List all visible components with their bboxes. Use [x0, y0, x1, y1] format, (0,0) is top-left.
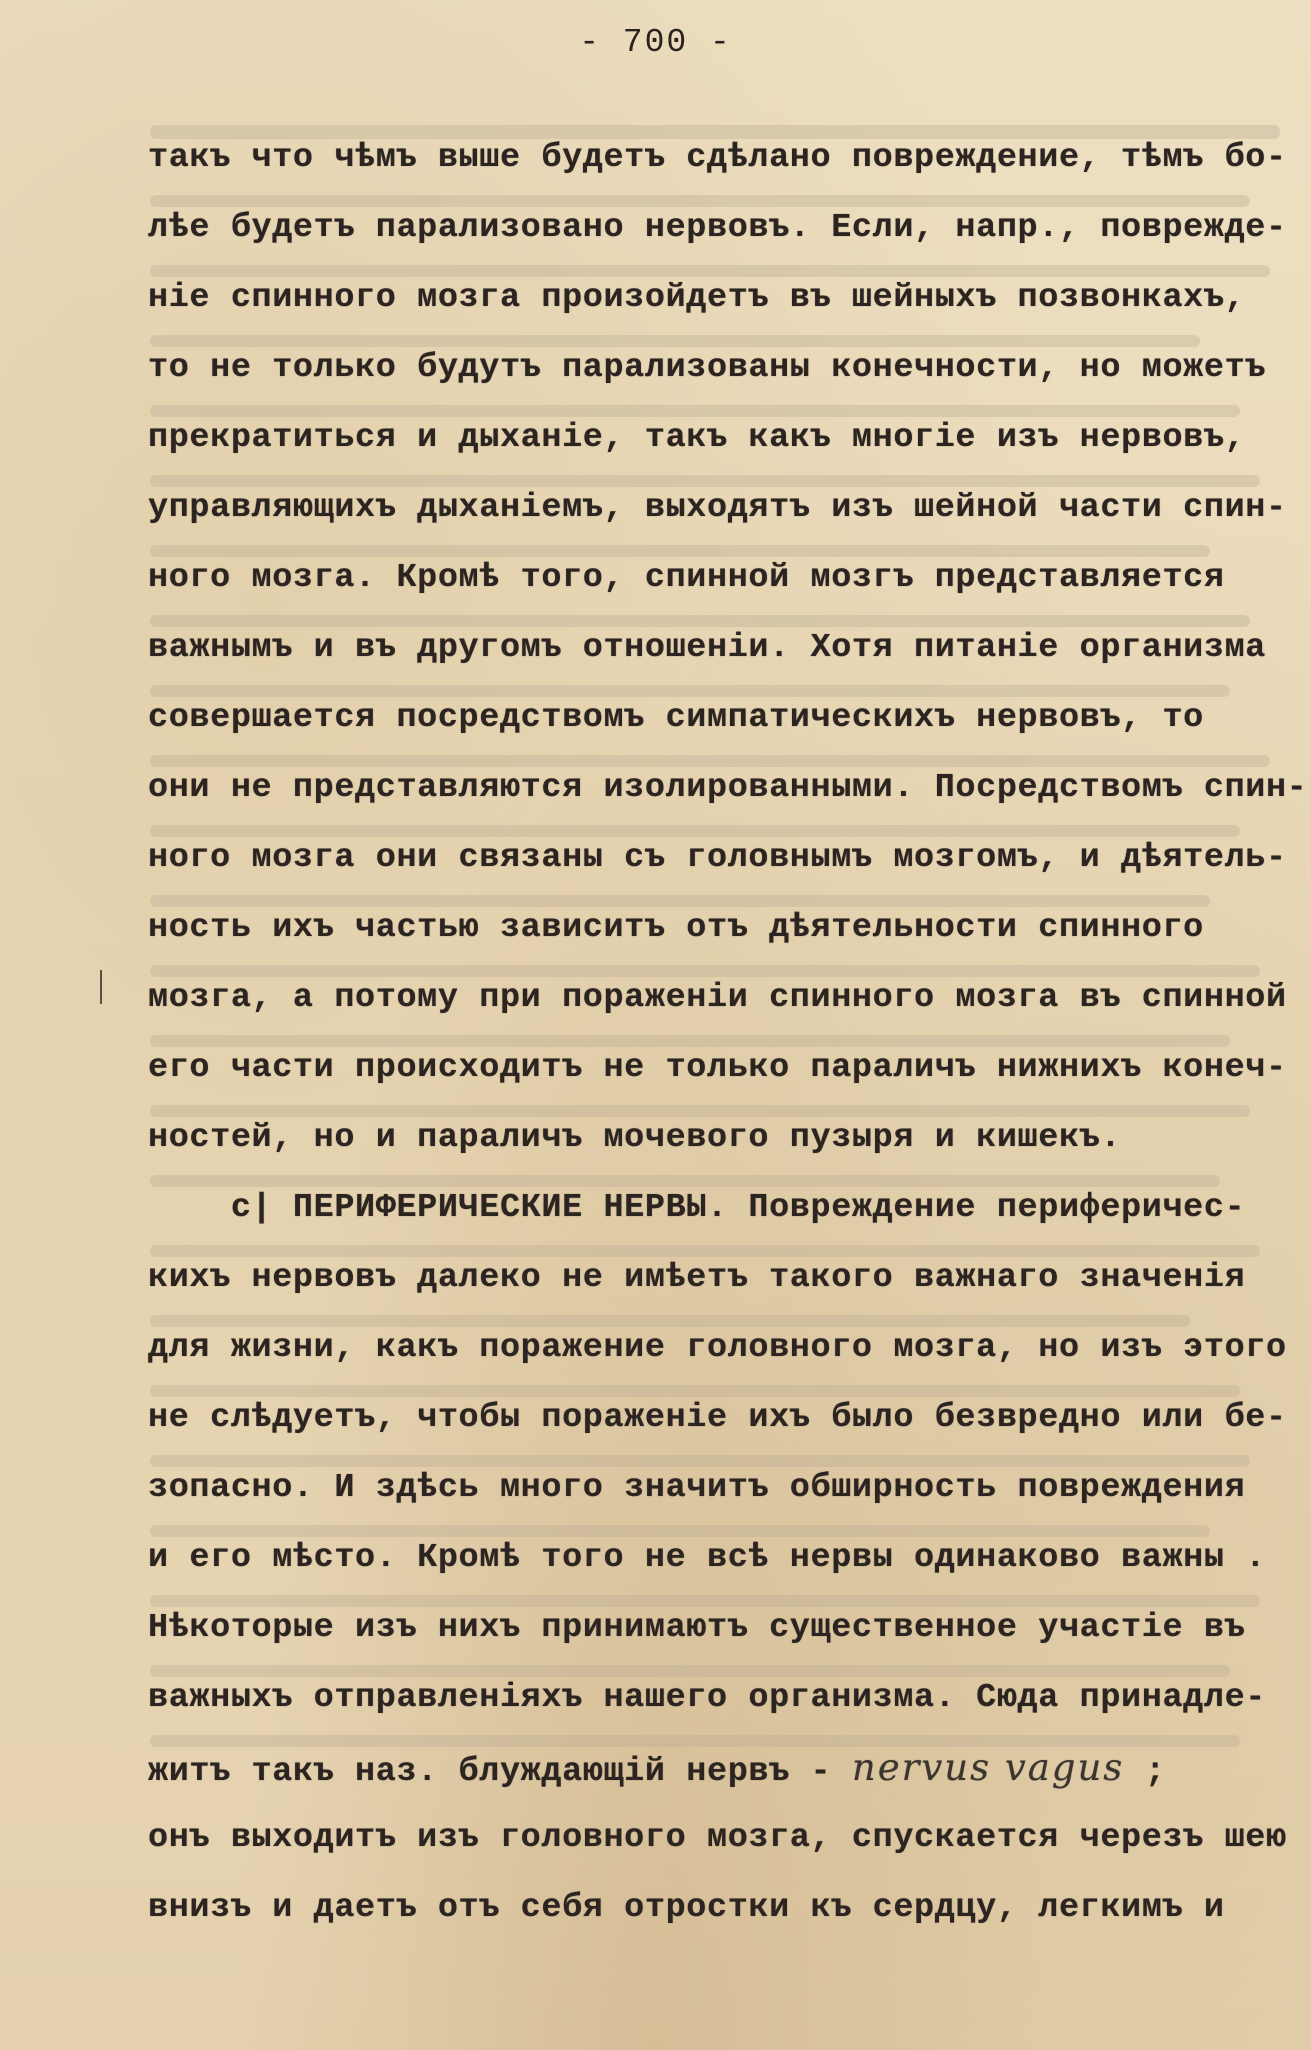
text-line: важнымъ и въ другомъ отношеніи. Хотя питаніе организма: [148, 629, 1266, 667]
text-line: зопасно. И здѣсь много значитъ обширность повреждения: [148, 1469, 1246, 1507]
section-heading-line: с| ПЕРИФЕРИЧЕСКИЕ НЕРВЫ. Повреждение периферичес-: [148, 1189, 1246, 1227]
text-line: ность ихъ частью зависитъ отъ дѣятельности спинного: [148, 909, 1204, 947]
text-line: кихъ нервовъ далеко не имѣетъ такого важнаго значенія: [148, 1259, 1246, 1297]
text-line: его части происходитъ не только параличъ нижнихъ конеч-: [148, 1049, 1287, 1087]
text-line: не слѣдуетъ, чтобы пораженіе ихъ было безвредно или бе-: [148, 1399, 1287, 1437]
text-line: управляющихъ дыханіемъ, выходятъ изъ шейной части спин-: [148, 489, 1287, 527]
text-line: мозга, а потому при пораженіи спинного мозга въ спинной: [148, 979, 1287, 1017]
text-line: Нѣкоторые изъ нихъ принимаютъ существенное участіе въ: [148, 1609, 1246, 1647]
handwritten-term: nervus vagus: [851, 1746, 1125, 1789]
text-line: такъ что чѣмъ выше будетъ сдѣлано повреждение, тѣмъ бо-: [148, 139, 1287, 177]
text-line-with-handwriting: [148, 1748, 1166, 1792]
text-line: для жизни, какъ поражение головного мозга, но изъ этого: [148, 1329, 1287, 1367]
typed-text: житъ такъ наз. блуждающій нервъ -: [148, 1753, 852, 1791]
text-line: ного мозга они связаны съ головнымъ мозгомъ, и дѣятель-: [148, 839, 1287, 877]
text-line: важныхъ отправленіяхъ нашего организма. Сюда принадле-: [148, 1679, 1266, 1717]
text-line: ностей, но и параличъ мочевого пузыря и кишекъ.: [148, 1119, 1122, 1157]
text-line: ніе спинного мозга произойдетъ въ шейныхъ позвонкахъ,: [148, 279, 1246, 317]
text-line: то не только будутъ парализованы конечности, но можетъ: [148, 349, 1266, 387]
text-line: прекратиться и дыханіе, такъ какъ многіе изъ нервовъ,: [148, 419, 1246, 457]
text-line: внизъ и даетъ отъ себя отростки къ сердцу, легкимъ и: [148, 1889, 1225, 1927]
text-line: и его мѣсто. Кромѣ того не всѣ нервы одинаково важны .: [148, 1539, 1266, 1577]
text-line: онъ выходитъ изъ головного мозга, спускается черезъ шею: [148, 1819, 1287, 1857]
text-line: лѣе будетъ парализовано нервовъ. Если, напр., поврежде-: [148, 209, 1287, 247]
page-number: - 700 -: [579, 24, 732, 61]
text-line: совершается посредствомъ симпатическихъ нервовъ, то: [148, 699, 1204, 737]
typed-text-tail: ;: [1124, 1753, 1166, 1791]
text-line: ного мозга. Кромѣ того, спинной мозгъ представляется: [148, 559, 1225, 597]
margin-mark: [100, 970, 102, 1004]
text-line: они не представляются изолированными. Посредствомъ спин-: [148, 769, 1308, 807]
